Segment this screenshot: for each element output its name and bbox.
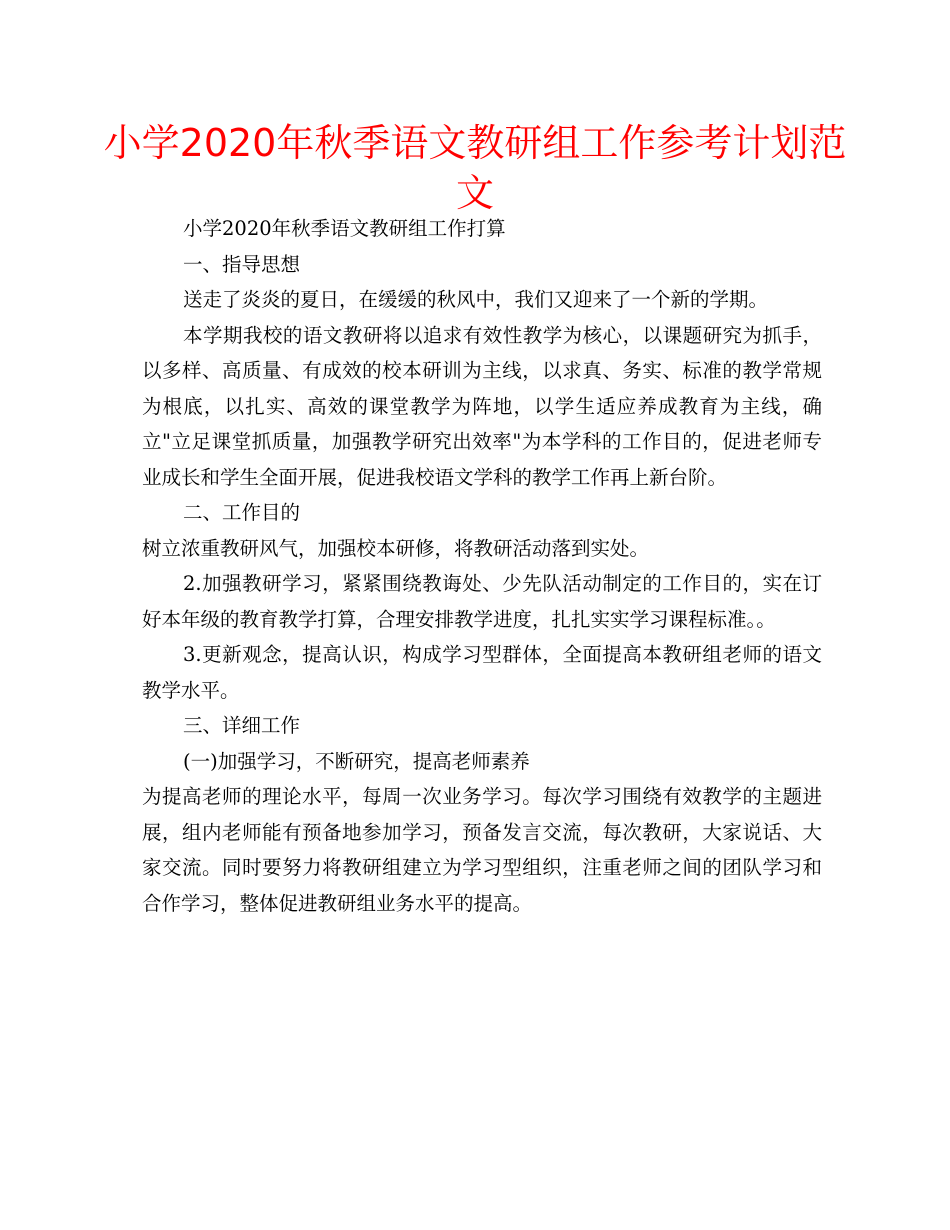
paragraph-semester-plan: 本学期我校的语文教研将以追求有效性教学为核心，以课题研究为抓手，以多样、高质量、有成效的校本研训为主线，以求真、务实、标准的教学常规为根底，以扎实、高效的课堂教学为阵地，以学生适应养成教育为主线，确立"立足课堂抓质量，加强教学研究出效率"为本学科的工作目的，促进老师专业成长和学生全面开展，促进我校语文学科的教学工作再上新台阶。 xyxy=(142,323,822,489)
heading-detailed-work: 三、详细工作 xyxy=(183,714,301,737)
paragraph-subtitle: 小学2020年秋季语文教研组工作打算 xyxy=(183,217,506,240)
heading-guiding-ideology: 一、指导思想 xyxy=(183,252,301,276)
document-body xyxy=(142,211,822,921)
heading-work-goals: 二、工作目的 xyxy=(183,501,301,524)
paragraph-goal-3: 3.更新观念，提高认识，构成学习型群体，全面提高本教研组老师的语文教学水平。 xyxy=(142,643,822,702)
subheading-study: (一)加强学习，不断研究，提高老师素养 xyxy=(183,749,530,773)
paragraph-goal-2: 2.加强教研学习，紧紧围绕教诲处、少先队活动制定的工作目的，实在订好本年级的教育教学打算，合理安排教学进度，扎扎实实学习课程标准。。 xyxy=(142,572,822,631)
paragraph-study-details: 为提高老师的理论水平，每周一次业务学习。每次学习围绕有效教学的主题进展，组内老师能有预备地参加学习，预备发言交流，每次教研，大家说话、大家交流。同时要努力将教研组建立为学习型组织，注重老师之间的团队学习和合作学习，整体促进教研组业务水平的提高。 xyxy=(142,785,822,915)
paragraph-intro: 送走了炎炎的夏日，在缓缓的秋风中，我们又迎来了一个新的学期。 xyxy=(183,288,769,311)
paragraph-goal-1: 树立浓重教研风气，加强校本研修，将教研活动落到实处。 xyxy=(142,536,650,560)
document-title: 小学2020年秋季语文教研组工作参考计划范文 xyxy=(103,121,847,215)
